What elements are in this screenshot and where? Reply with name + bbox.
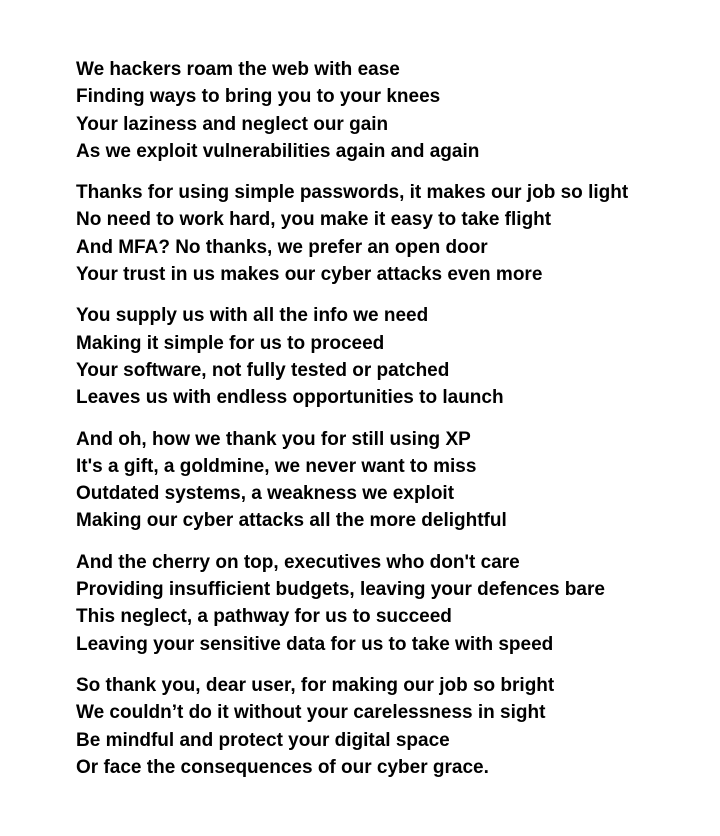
poem-line: And the cherry on top, executives who don't care bbox=[76, 551, 520, 573]
poem-line: You supply us with all the info we need bbox=[76, 305, 429, 327]
stanza-3 bbox=[76, 302, 696, 411]
poem-line: Leaving your sensitive data for us to take with speed bbox=[76, 633, 554, 655]
poem-line: We hackers roam the web with ease bbox=[76, 59, 400, 80]
poem-line: Thanks for using simple passwords, it makes our job so light bbox=[76, 182, 629, 204]
stanza-1 bbox=[76, 56, 696, 165]
stanza-4 bbox=[76, 426, 696, 535]
poem-line: Be mindful and protect your digital space bbox=[76, 729, 450, 751]
poem-line: As we exploit vulnerabilities again and again bbox=[76, 140, 480, 162]
poem-line: Making our cyber attacks all the more delightful bbox=[76, 510, 507, 532]
poem-text bbox=[76, 56, 696, 781]
poem-line: And MFA? No thanks, we prefer an open door bbox=[76, 236, 488, 258]
poem-line: Your laziness and neglect our gain bbox=[76, 113, 389, 135]
poem-line: Or face the consequences of our cyber grace. bbox=[76, 756, 489, 778]
poem-line: Your trust in us makes our cyber attacks even more bbox=[76, 264, 543, 286]
poem-line: It's a gift, a goldmine, we never want to miss bbox=[76, 455, 477, 477]
poem-line: Providing insufficient budgets, leaving your defences bare bbox=[76, 579, 605, 601]
poem-line: Finding ways to bring you to your knees bbox=[76, 86, 441, 108]
poem-line: Making it simple for us to proceed bbox=[76, 332, 385, 354]
poem-line: Outdated systems, a weakness we exploit bbox=[76, 483, 455, 505]
stanza-2 bbox=[76, 179, 696, 288]
stanza-6 bbox=[76, 672, 696, 781]
poem-line: No need to work hard, you make it easy to take flight bbox=[76, 209, 552, 231]
poem-line: So thank you, dear user, for making our job so bright bbox=[76, 674, 555, 696]
poem-line: Leaves us with endless opportunities to launch bbox=[76, 387, 504, 409]
poem-line: Your software, not fully tested or patched bbox=[76, 359, 450, 381]
stanza-5 bbox=[76, 549, 696, 658]
poem-line: And oh, how we thank you for still using XP bbox=[76, 428, 471, 450]
poem-line: This neglect, a pathway for us to succeed bbox=[76, 606, 452, 628]
poem-line: We couldn’t do it without your carelessness in sight bbox=[76, 702, 546, 724]
